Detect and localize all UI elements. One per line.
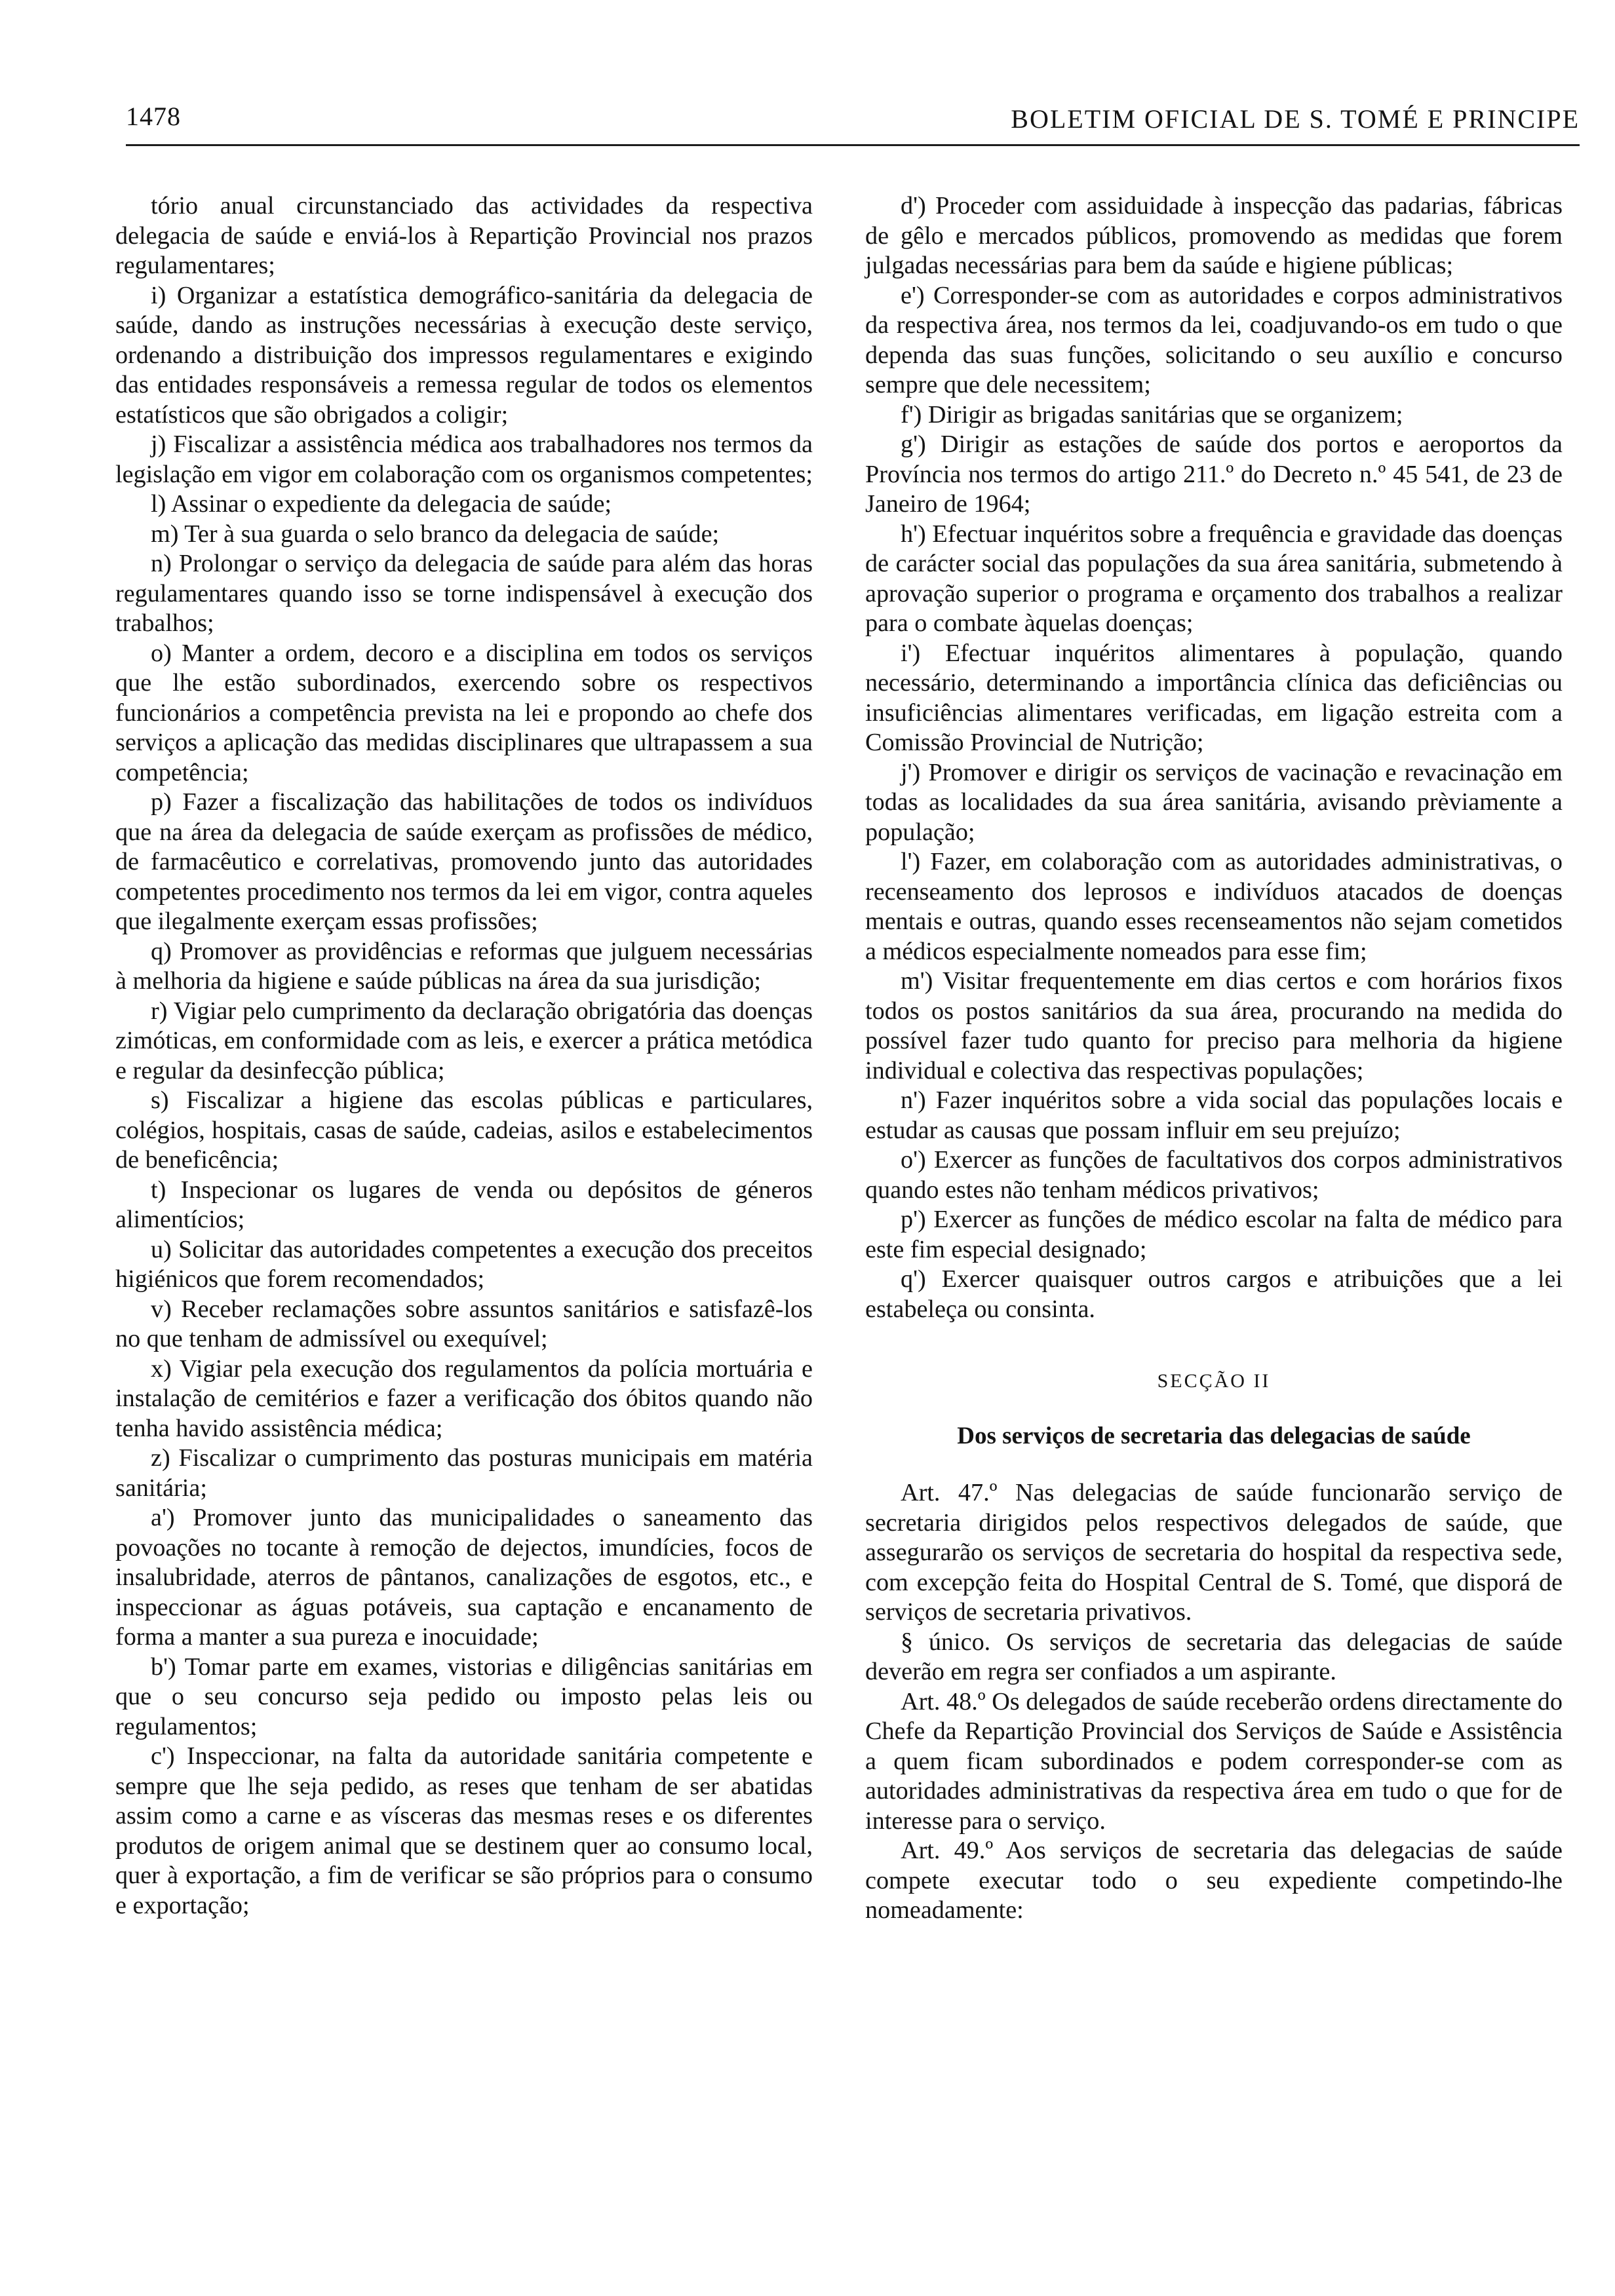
paragraph: o') Exercer as funções de facultativos dos corpos administrativos quando estes não tenham médicos privativos; bbox=[865, 1146, 1563, 1204]
paragraph: r) Vigiar pelo cumprimento da declaração obrigatória das doenças zimóticas, em conformidade com as leis, e exercer a prática metódica e regular da desinfecção pública; bbox=[115, 997, 813, 1084]
paragraph: tório anual circunstanciado das actividades da respectiva delegacia de saúde e enviá-los à Repartição Provincial nos prazos regulamentares; bbox=[115, 192, 813, 279]
paragraph: a') Promover junto das municipalidades o saneamento das povoações no tocante à remoção de dejectos, imundícies, focos de insalubridade, aterros de pântanos, canalizações de esgotos, etc., e inspeccionar as águas potáveis, sua captação e encanamento de forma a manter a sua pureza e inocuidade; bbox=[115, 1504, 813, 1651]
paragraph: l) Assinar o expediente da delegacia de saúde; bbox=[151, 490, 612, 518]
left-column bbox=[115, 191, 813, 1921]
paragraph: o) Manter a ordem, decoro e a disciplina em todos os serviços que lhe estão subordinados, exercendo sobre os respectivos funcionários a competência prevista na lei e propondo ao chefe dos serviços a aplicação das medidas disciplinares que ultrapassem a sua competência; bbox=[115, 639, 813, 786]
paragraph: j') Promover e dirigir os serviços de vacinação e revacinação em todas as localidades da sua área sanitária, avisando prèviamente a população; bbox=[865, 758, 1563, 846]
page-number: 1478 bbox=[126, 102, 181, 131]
paragraph: v) Receber reclamações sobre assuntos sanitários e satisfazê-los no que tenham de admissível ou exequível; bbox=[115, 1295, 813, 1352]
paragraph: p') Exercer as funções de médico escolar na falta de médico para este fim especial designado; bbox=[865, 1206, 1563, 1263]
paragraph: t) Inspecionar os lugares de venda ou depósitos de géneros alimentícios; bbox=[115, 1176, 813, 1233]
article-paragraph: Art. 48.º Os delegados de saúde receberão ordens directamente do Chefe da Repartição Provincial dos Serviços de Saúde e Assistência a quem ficam subordinados e podem corresponder-se com as autoridades administrativas da respectiva área em tudo o que for de interesse para o serviço. bbox=[865, 1687, 1563, 1835]
paragraph: q') Exercer quaisquer outros cargos e atribuições que a lei estabeleça ou consinta. bbox=[865, 1265, 1563, 1323]
paragraph: n') Fazer inquéritos sobre a vida social das populações locais e estudar as causas que possam influir em seu prejuízo; bbox=[865, 1086, 1563, 1144]
paragraph: z) Fiscalizar o cumprimento das posturas municipais em matéria sanitária; bbox=[115, 1444, 813, 1502]
paragraph: m') Visitar frequentemente em dias certos e com horários fixos todos os postos sanitários da sua área, procurando na medida do possível fazer tudo quanto for preciso para melhoria da higiene individual e colectiva das respectivas populações; bbox=[865, 967, 1563, 1084]
paragraph: e') Corresponder-se com as autoridades e corpos administrativos da respectiva área, nos termos da lei, coadjuvando-os em tudo o que dependa das suas funções, solicitando o seu auxílio e concurso sempre que dele necessitem; bbox=[865, 281, 1563, 398]
paragraph: j) Fiscalizar a assistência médica aos trabalhadores nos termos da legislação em vigor em colaboração com os organismos competentes; bbox=[115, 430, 813, 488]
paragraph: m) Ter à sua guarda o selo branco da delegacia de saúde; bbox=[151, 520, 720, 548]
paragraph: h') Efectuar inquéritos sobre a frequência e gravidade das doenças de carácter social das populações da sua área sanitária, submetendo à aprovação superior o programa e orçamento dos trabalhos a realizar para o combate àquelas doenças; bbox=[865, 520, 1563, 637]
paragraph: i') Efectuar inquéritos alimentares à população, quando necessário, determinando a importância clínica das deficiências ou insuficiências alimentares verificadas, em ligação estreita com a Comissão Provincial de Nutrição; bbox=[865, 639, 1563, 756]
article-paragraph: § único. Os serviços de secretaria das delegacias de saúde deverão em regra ser confiados a um aspirante. bbox=[865, 1628, 1563, 1685]
paragraph: f') Dirigir as brigadas sanitárias que se organizem; bbox=[901, 400, 1403, 429]
paragraph: c') Inspeccionar, na falta da autoridade sanitária competente e sempre que lhe seja pedido, as reses que tenham de ser abatidas assim como a carne e as vísceras das mesmas reses e os diferentes produtos de origem animal que se destinem quer ao consumo local, quer à exportação, a fim de verificar se são próprios para o consumo e exportação; bbox=[115, 1742, 813, 1919]
article-paragraph: Art. 47.º Nas delegacias de saúde funcionarão serviço de secretaria dirigidos pelos respectivos delegados de saúde, que assegurarão os serviços de secretaria do hospital da respectiva sede, com excepção feita do Hospital Central de S. Tomé, que disporá de serviços de secretaria privativos. bbox=[865, 1479, 1563, 1626]
paragraph: u) Solicitar das autoridades competentes a execução dos preceitos higiénicos que forem recomendados; bbox=[115, 1235, 813, 1293]
paragraph: s) Fiscalizar a higiene das escolas públicas e particulares, colégios, hospitais, casas de saúde, cadeias, asilos e estabelecimentos de beneficência; bbox=[115, 1086, 813, 1174]
section-label: SECÇÃO II bbox=[1157, 1370, 1271, 1392]
section-heading: Dos serviços de secretaria das delegacias de saúde bbox=[957, 1422, 1471, 1449]
header-rule bbox=[126, 144, 1580, 146]
right-column bbox=[865, 191, 1563, 1926]
paragraph: g') Dirigir as estações de saúde dos portos e aeroportos da Província nos termos do artigo 211.º do Decreto n.º 45 541, de 23 de Janeiro de 1964; bbox=[865, 430, 1563, 518]
paragraph: d') Proceder com assiduidade à inspecção das padarias, fábricas de gêlo e mercados públicos, promovendo as medidas que forem julgadas necessárias para bem da saúde e higiene públicas; bbox=[865, 192, 1563, 279]
paragraph: n) Prolongar o serviço da delegacia de saúde para além das horas regulamentares quando isso se torne indispensável à execução dos trabalhos; bbox=[115, 550, 813, 637]
page-header bbox=[126, 93, 1580, 145]
paragraph: b') Tomar parte em exames, vistorias e diligências sanitárias em que o seu concurso seja pedido ou imposto pelas leis ou regulamentos; bbox=[115, 1653, 813, 1740]
paragraph: l') Fazer, em colaboração com as autoridades administrativas, o recenseamento dos leprosos e indivíduos atacados de doenças mentais e outras, quando esses recenseamentos não sejam cometidos a médicos especialmente nomeados para esse fim; bbox=[865, 848, 1563, 965]
article-paragraph: Art. 49.º Aos serviços de secretaria das delegacias de saúde compete executar todo o seu expediente competindo-lhe nomeadamente: bbox=[865, 1837, 1563, 1924]
paragraph: x) Vigiar pela execução dos regulamentos da polícia mortuária e instalação de cemitérios e fazer a verificação dos óbitos quando não tenha havido assistência médica; bbox=[115, 1354, 813, 1442]
publication-title: BOLETIM OFICIAL DE S. TOMÉ E PRINCIPE bbox=[1011, 104, 1580, 134]
paragraph: p) Fazer a fiscalização das habilitações de todos os indivíduos que na área da delegacia de saúde exerçam as profissões de médico, de farmacêutico e correlativas, promovendo junto das autoridades competentes procedimento nos termos da lei em vigor, contra aqueles que ilegalmente exerçam essas profissões; bbox=[115, 788, 813, 935]
paragraph: i) Organizar a estatística demográfico-sanitária da delegacia de saúde, dando as instruções necessárias à execução deste serviço, ordenando a distribuição dos impressos regulamentares e exigindo das entidades responsáveis a remessa regular de todos os elementos estatísticos que são obrigados a coligir; bbox=[115, 281, 813, 429]
paragraph: q) Promover as providências e reformas que julguem necessárias à melhoria da higiene e saúde públicas na área da sua jurisdição; bbox=[115, 937, 813, 995]
